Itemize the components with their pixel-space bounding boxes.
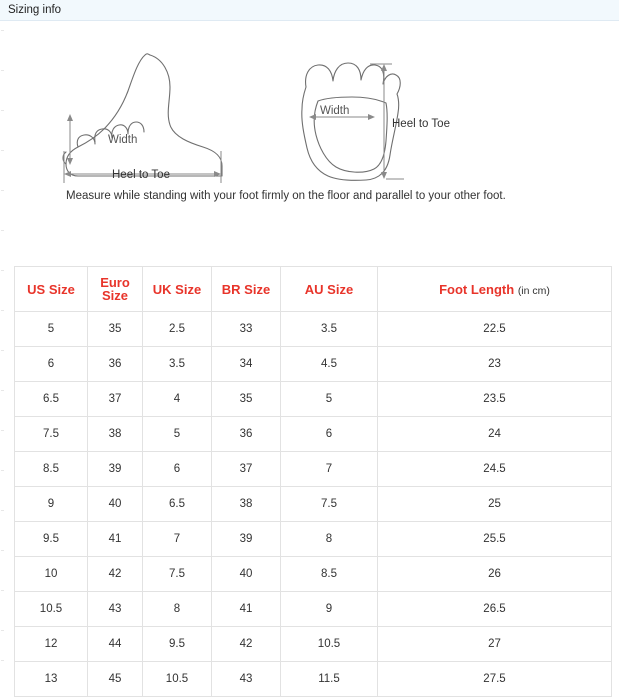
cell-au-size: 11.5 xyxy=(281,662,378,697)
size-chart-table-wrapper xyxy=(14,266,605,697)
table-row xyxy=(15,487,612,522)
table-row xyxy=(15,417,612,452)
cell-foot-length: 27.5 xyxy=(378,662,612,697)
cell-foot-length: 22.5 xyxy=(378,312,612,347)
table-row xyxy=(15,662,612,697)
cell-foot-length: 25 xyxy=(378,487,612,522)
cell-br-size: 40 xyxy=(212,557,281,592)
cell-euro-size: 43 xyxy=(88,592,143,627)
cell-au-size: 5 xyxy=(281,382,378,417)
cell-br-size: 43 xyxy=(212,662,281,697)
table-row xyxy=(15,452,612,487)
cell-br-size: 39 xyxy=(212,522,281,557)
page-title: Sizing info xyxy=(8,4,62,16)
foot-length-unit: (in cm) xyxy=(517,284,550,297)
column-header-us-size: US Size xyxy=(15,267,88,312)
cell-us-size: 7.5 xyxy=(15,417,88,452)
top-view-heel-to-toe-label: Heel to Toe xyxy=(392,118,450,130)
table-row xyxy=(15,312,612,347)
cell-euro-size: 41 xyxy=(88,522,143,557)
table-row xyxy=(15,347,612,382)
cell-br-size: 35 xyxy=(212,382,281,417)
cell-uk-size: 3.5 xyxy=(143,347,212,382)
cell-us-size: 10.5 xyxy=(15,592,88,627)
table-header xyxy=(15,267,612,312)
foot-length-text: Foot Length xyxy=(439,281,515,297)
cell-foot-length: 25.5 xyxy=(378,522,612,557)
cell-us-size: 9 xyxy=(15,487,88,522)
cell-au-size: 8.5 xyxy=(281,557,378,592)
cell-au-size: 9 xyxy=(281,592,378,627)
top-view-foot-outline xyxy=(302,63,400,180)
cell-uk-size: 4 xyxy=(143,382,212,417)
column-header-euro-size xyxy=(88,267,143,312)
cell-uk-size: 7 xyxy=(143,522,212,557)
cell-us-size: 9.5 xyxy=(15,522,88,557)
side-view-width-arrow xyxy=(67,114,73,165)
cell-uk-size: 9.5 xyxy=(143,627,212,662)
cell-us-size: 8.5 xyxy=(15,452,88,487)
cell-us-size: 13 xyxy=(15,662,88,697)
cell-br-size: 34 xyxy=(212,347,281,382)
cell-br-size: 42 xyxy=(212,627,281,662)
cell-euro-size: 36 xyxy=(88,347,143,382)
cell-uk-size: 6.5 xyxy=(143,487,212,522)
cell-foot-length: 27 xyxy=(378,627,612,662)
table-header-row xyxy=(15,267,612,312)
cell-euro-size: 38 xyxy=(88,417,143,452)
cell-au-size: 6 xyxy=(281,417,378,452)
cell-us-size: 5 xyxy=(15,312,88,347)
table-row xyxy=(15,557,612,592)
cell-euro-size: 40 xyxy=(88,487,143,522)
cell-br-size: 38 xyxy=(212,487,281,522)
cell-uk-size: 7.5 xyxy=(143,557,212,592)
cell-br-size: 41 xyxy=(212,592,281,627)
cell-foot-length: 26.5 xyxy=(378,592,612,627)
column-header-uk-size: UK Size xyxy=(143,267,212,312)
foot-measurement-diagram xyxy=(0,21,619,221)
cell-br-size: 36 xyxy=(212,417,281,452)
column-header-br-size: BR Size xyxy=(212,267,281,312)
side-view-width-label: Width xyxy=(108,134,138,146)
cell-uk-size: 2.5 xyxy=(143,312,212,347)
cell-foot-length: 24.5 xyxy=(378,452,612,487)
top-view-width-label: Width xyxy=(320,105,350,117)
cell-au-size: 4.5 xyxy=(281,347,378,382)
cell-us-size: 12 xyxy=(15,627,88,662)
cell-uk-size: 8 xyxy=(143,592,212,627)
table-body xyxy=(15,312,612,697)
cell-euro-size: 39 xyxy=(88,452,143,487)
size-chart-table xyxy=(14,266,612,697)
cell-foot-length: 26 xyxy=(378,557,612,592)
side-view-foot-outline xyxy=(63,54,222,176)
cell-foot-length: 23.5 xyxy=(378,382,612,417)
cell-uk-size: 10.5 xyxy=(143,662,212,697)
measurement-instruction: Measure while standing with your foot firmly on the floor and parallel to your other foot. xyxy=(66,190,506,202)
cell-foot-length: 23 xyxy=(378,347,612,382)
side-view-heel-to-toe-label: Heel to Toe xyxy=(112,169,170,181)
euro-header-line1: Euro xyxy=(100,275,130,290)
cell-euro-size: 44 xyxy=(88,627,143,662)
table-row xyxy=(15,382,612,417)
table-row xyxy=(15,627,612,662)
cell-au-size: 3.5 xyxy=(281,312,378,347)
column-header-foot-length xyxy=(378,267,612,312)
cell-euro-size: 45 xyxy=(88,662,143,697)
cell-uk-size: 6 xyxy=(143,452,212,487)
cell-uk-size: 5 xyxy=(143,417,212,452)
cell-us-size: 10 xyxy=(15,557,88,592)
cell-br-size: 33 xyxy=(212,312,281,347)
euro-header-line2: Size xyxy=(101,288,128,303)
cell-au-size: 7.5 xyxy=(281,487,378,522)
cell-au-size: 10.5 xyxy=(281,627,378,662)
cell-euro-size: 35 xyxy=(88,312,143,347)
cell-au-size: 7 xyxy=(281,452,378,487)
cell-br-size: 37 xyxy=(212,452,281,487)
table-row xyxy=(15,592,612,627)
cell-au-size: 8 xyxy=(281,522,378,557)
cell-euro-size: 37 xyxy=(88,382,143,417)
column-header-au-size: AU Size xyxy=(281,267,378,312)
cell-us-size: 6.5 xyxy=(15,382,88,417)
table-row xyxy=(15,522,612,557)
cell-euro-size: 42 xyxy=(88,557,143,592)
cell-foot-length: 24 xyxy=(378,417,612,452)
cell-us-size: 6 xyxy=(15,347,88,382)
header-bar xyxy=(0,0,619,21)
